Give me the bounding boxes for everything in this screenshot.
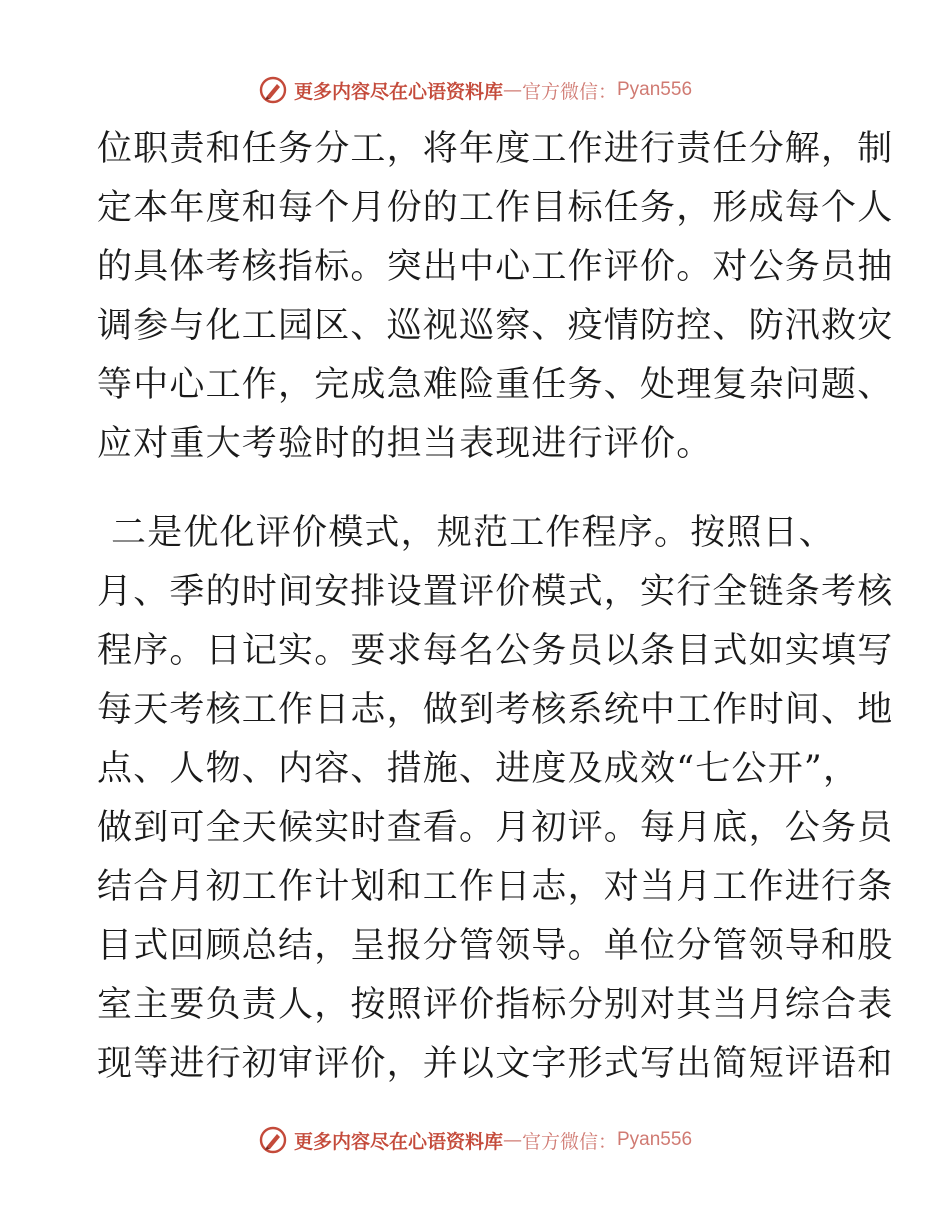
text-line: 月、季的时间安排设置评价模式，实行全链条考核: [97, 572, 894, 612]
text-line: 每天考核工作日志，做到考核系统中工作时间、地: [97, 690, 894, 730]
text-line: 结合月初工作计划和工作日志，对当月工作进行条: [97, 867, 894, 907]
text-line: 调参与化工园区、巡视巡察、疫情防控、防汛救灾: [97, 306, 894, 346]
text-line: 二是优化评价模式，规范工作程序。按照日、: [111, 513, 836, 553]
pen-logo-icon: [258, 1125, 288, 1155]
paragraph-1: [97, 120, 894, 474]
text-line: 做到可全天候实时查看。月初评。每月底，公务员: [97, 808, 894, 848]
paragraph-2: [97, 504, 894, 1094]
text-line: 程序。日记实。要求每名公务员以条目式如实填写: [97, 631, 894, 671]
footer-dash: —: [502, 1129, 522, 1151]
text-line: 目式回顾总结，呈报分管领导。单位分管领导和股: [97, 926, 894, 966]
text-line: 的具体考核指标。突出中心工作评价。对公务员抽: [97, 247, 894, 287]
text-line: 定本年度和每个月份的工作目标任务，形成每个人: [97, 188, 894, 228]
text-line: 室主要负责人，按照评价指标分别对其当月综合表: [97, 985, 894, 1025]
header-dash: —: [502, 79, 522, 101]
text-line: 等中心工作，完成急难险重任务、处理复杂问题、: [97, 365, 894, 405]
text-line: 位职责和任务分工，将年度工作进行责任分解，制: [97, 129, 894, 169]
footer-banner: [0, 1120, 950, 1160]
document-body: [97, 120, 894, 1094]
footer-wechat-label: 官方微信：: [521, 1130, 617, 1153]
pen-logo-icon: [258, 75, 288, 105]
text-line: 应对重大考验时的担当表现进行评价。: [97, 424, 713, 464]
header-brand-text: 更多内容尽在心语资料库: [293, 80, 503, 103]
header-wechat-account: Pyan556: [617, 79, 693, 100]
footer-brand-text: 更多内容尽在心语资料库: [293, 1130, 503, 1153]
paragraph-gap: [97, 474, 857, 504]
header-wechat-label: 官方微信：: [521, 80, 617, 103]
text-line: 现等进行初审评价，并以文字形式写出简短评语和: [97, 1044, 894, 1084]
text-line: 点、人物、内容、措施、进度及成效“七公开”，: [97, 749, 860, 789]
header-banner: [0, 70, 950, 110]
footer-wechat-account: Pyan556: [617, 1129, 693, 1150]
